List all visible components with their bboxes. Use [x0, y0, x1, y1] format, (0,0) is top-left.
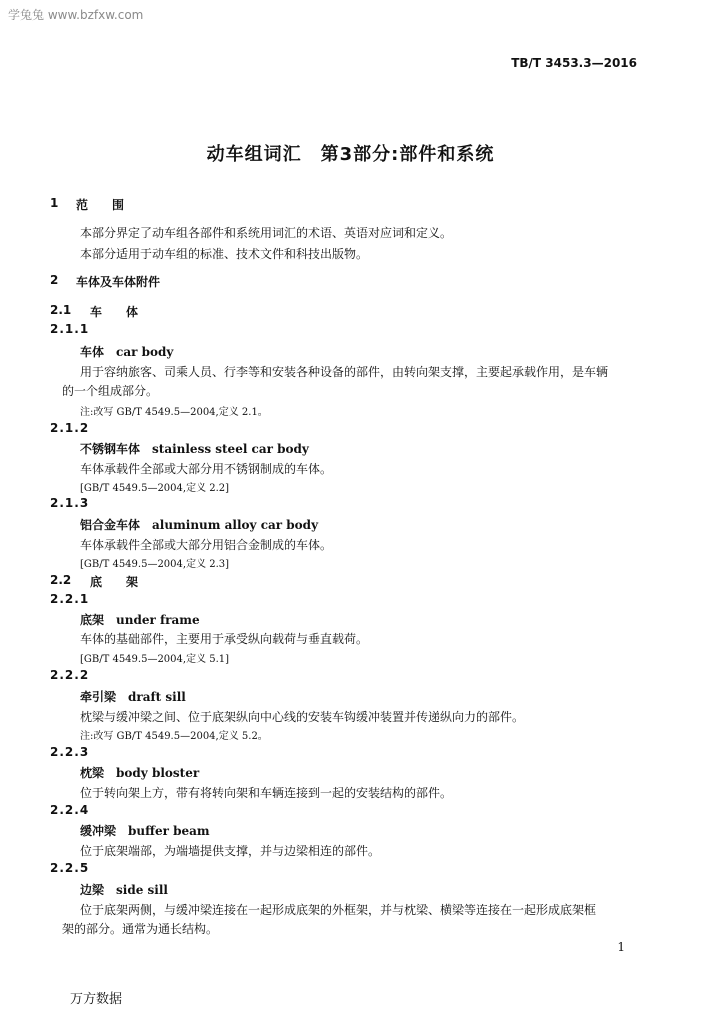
- term-heading: [80, 440, 309, 457]
- page-number: 1: [617, 940, 625, 954]
- term-english: side sill: [116, 883, 168, 897]
- term-chinese: 车体: [80, 345, 105, 359]
- term-chinese: 不锈钢车体: [80, 442, 141, 456]
- term-chinese: 边梁: [80, 883, 105, 897]
- term-definition-continued: 架的部分。通常为通长结构。: [62, 922, 219, 936]
- term-chinese: 缓冲梁: [80, 824, 117, 838]
- term-definition: 位于底架两侧，与缓冲梁连接在一起形成底架的外框架，并与枕梁、横梁等连接在一起形成底架框: [80, 903, 597, 917]
- entry-number: 2.2.1: [50, 592, 90, 606]
- term-english: under frame: [116, 613, 200, 627]
- term-heading: [80, 822, 210, 839]
- term-definition: 位于转向架上方，带有将转向架和车辆连接到一起的安装结构的部件。: [80, 786, 453, 800]
- section-1-paragraph-1: 本部分界定了动车组各部件和系统用词汇的术语、英语对应词和定义。: [80, 226, 453, 240]
- term-chinese: 枕梁: [80, 766, 105, 780]
- term-english: stainless steel car body: [152, 442, 309, 456]
- section-1-title: 范 围: [76, 198, 125, 212]
- term-definition: 位于底架端部，为端墙提供支撑，并与边梁相连的部件。: [80, 844, 381, 858]
- term-note: [GB/T 4549.5—2004,定义 2.3]: [80, 559, 230, 570]
- term-definition: 用于容纳旅客、司乘人员、行李等和安装各种设备的部件，由转向架支撑，主要起承载作用，是车辆: [80, 365, 609, 379]
- entry-number: 2.2.3: [50, 745, 90, 759]
- term-english: car body: [116, 345, 174, 359]
- section-2-1-number: 2.1: [50, 303, 72, 317]
- term-definition: 枕梁与缓冲梁之间、位于底架纵向中心线的安装车钩缓冲装置并传递纵向力的部件。: [80, 710, 525, 724]
- term-english: body bloster: [116, 766, 200, 780]
- term-note: [GB/T 4549.5—2004,定义 2.2]: [80, 483, 230, 494]
- term-note: [GB/T 4549.5—2004,定义 5.1]: [80, 654, 230, 665]
- section-2-number: 2: [50, 273, 59, 287]
- term-note: 注:改写 GB/T 4549.5—2004,定义 2.1。: [80, 407, 268, 418]
- term-heading: [80, 881, 168, 898]
- term-chinese: 底架: [80, 613, 105, 627]
- term-note: 注:改写 GB/T 4549.5—2004,定义 5.2。: [80, 731, 268, 742]
- entry-number: 2.1.3: [50, 496, 90, 510]
- section-2-1-title: 车 体: [90, 305, 139, 319]
- entry-number: 2.2.5: [50, 861, 90, 875]
- term-english: buffer beam: [128, 824, 210, 838]
- section-2-title: 车体及车体附件: [76, 275, 161, 289]
- term-heading: [80, 688, 186, 705]
- term-definition: 车体承载件全部或大部分用铝合金制成的车体。: [80, 538, 333, 552]
- section-1-number: 1: [50, 196, 59, 210]
- entry-number: 2.2.4: [50, 803, 90, 817]
- term-heading: [80, 343, 173, 360]
- term-definition-continued: 的一个组成部分。: [62, 384, 159, 398]
- entry-number: 2.1.2: [50, 421, 90, 435]
- term-heading: [80, 764, 199, 781]
- section-2-2-number: 2.2: [50, 573, 72, 587]
- term-english: aluminum alloy car body: [152, 518, 319, 532]
- section-2-2-title: 底 架: [90, 575, 139, 589]
- term-heading: [80, 516, 318, 533]
- term-definition: 车体的基础部件，主要用于承受纵向载荷与垂直载荷。: [80, 632, 369, 646]
- standard-number: TB/T 3453.3—2016: [511, 56, 637, 70]
- entry-number: 2.2.2: [50, 668, 90, 682]
- term-chinese: 铝合金车体: [80, 518, 141, 532]
- watermark: 学兔兔 www.bzfxw.com: [8, 8, 144, 22]
- entry-number: 2.1.1: [50, 322, 90, 336]
- document-title: 动车组词汇 第3部分:部件和系统: [206, 144, 495, 165]
- term-chinese: 牵引梁: [80, 690, 117, 704]
- footer-source: 万方数据: [70, 992, 123, 1007]
- term-definition: 车体承载件全部或大部分用不锈钢制成的车体。: [80, 462, 333, 476]
- term-heading: [80, 611, 200, 628]
- term-english: draft sill: [128, 690, 186, 704]
- section-1-paragraph-2: 本部分适用于动车组的标准、技术文件和科技出版物。: [80, 247, 369, 261]
